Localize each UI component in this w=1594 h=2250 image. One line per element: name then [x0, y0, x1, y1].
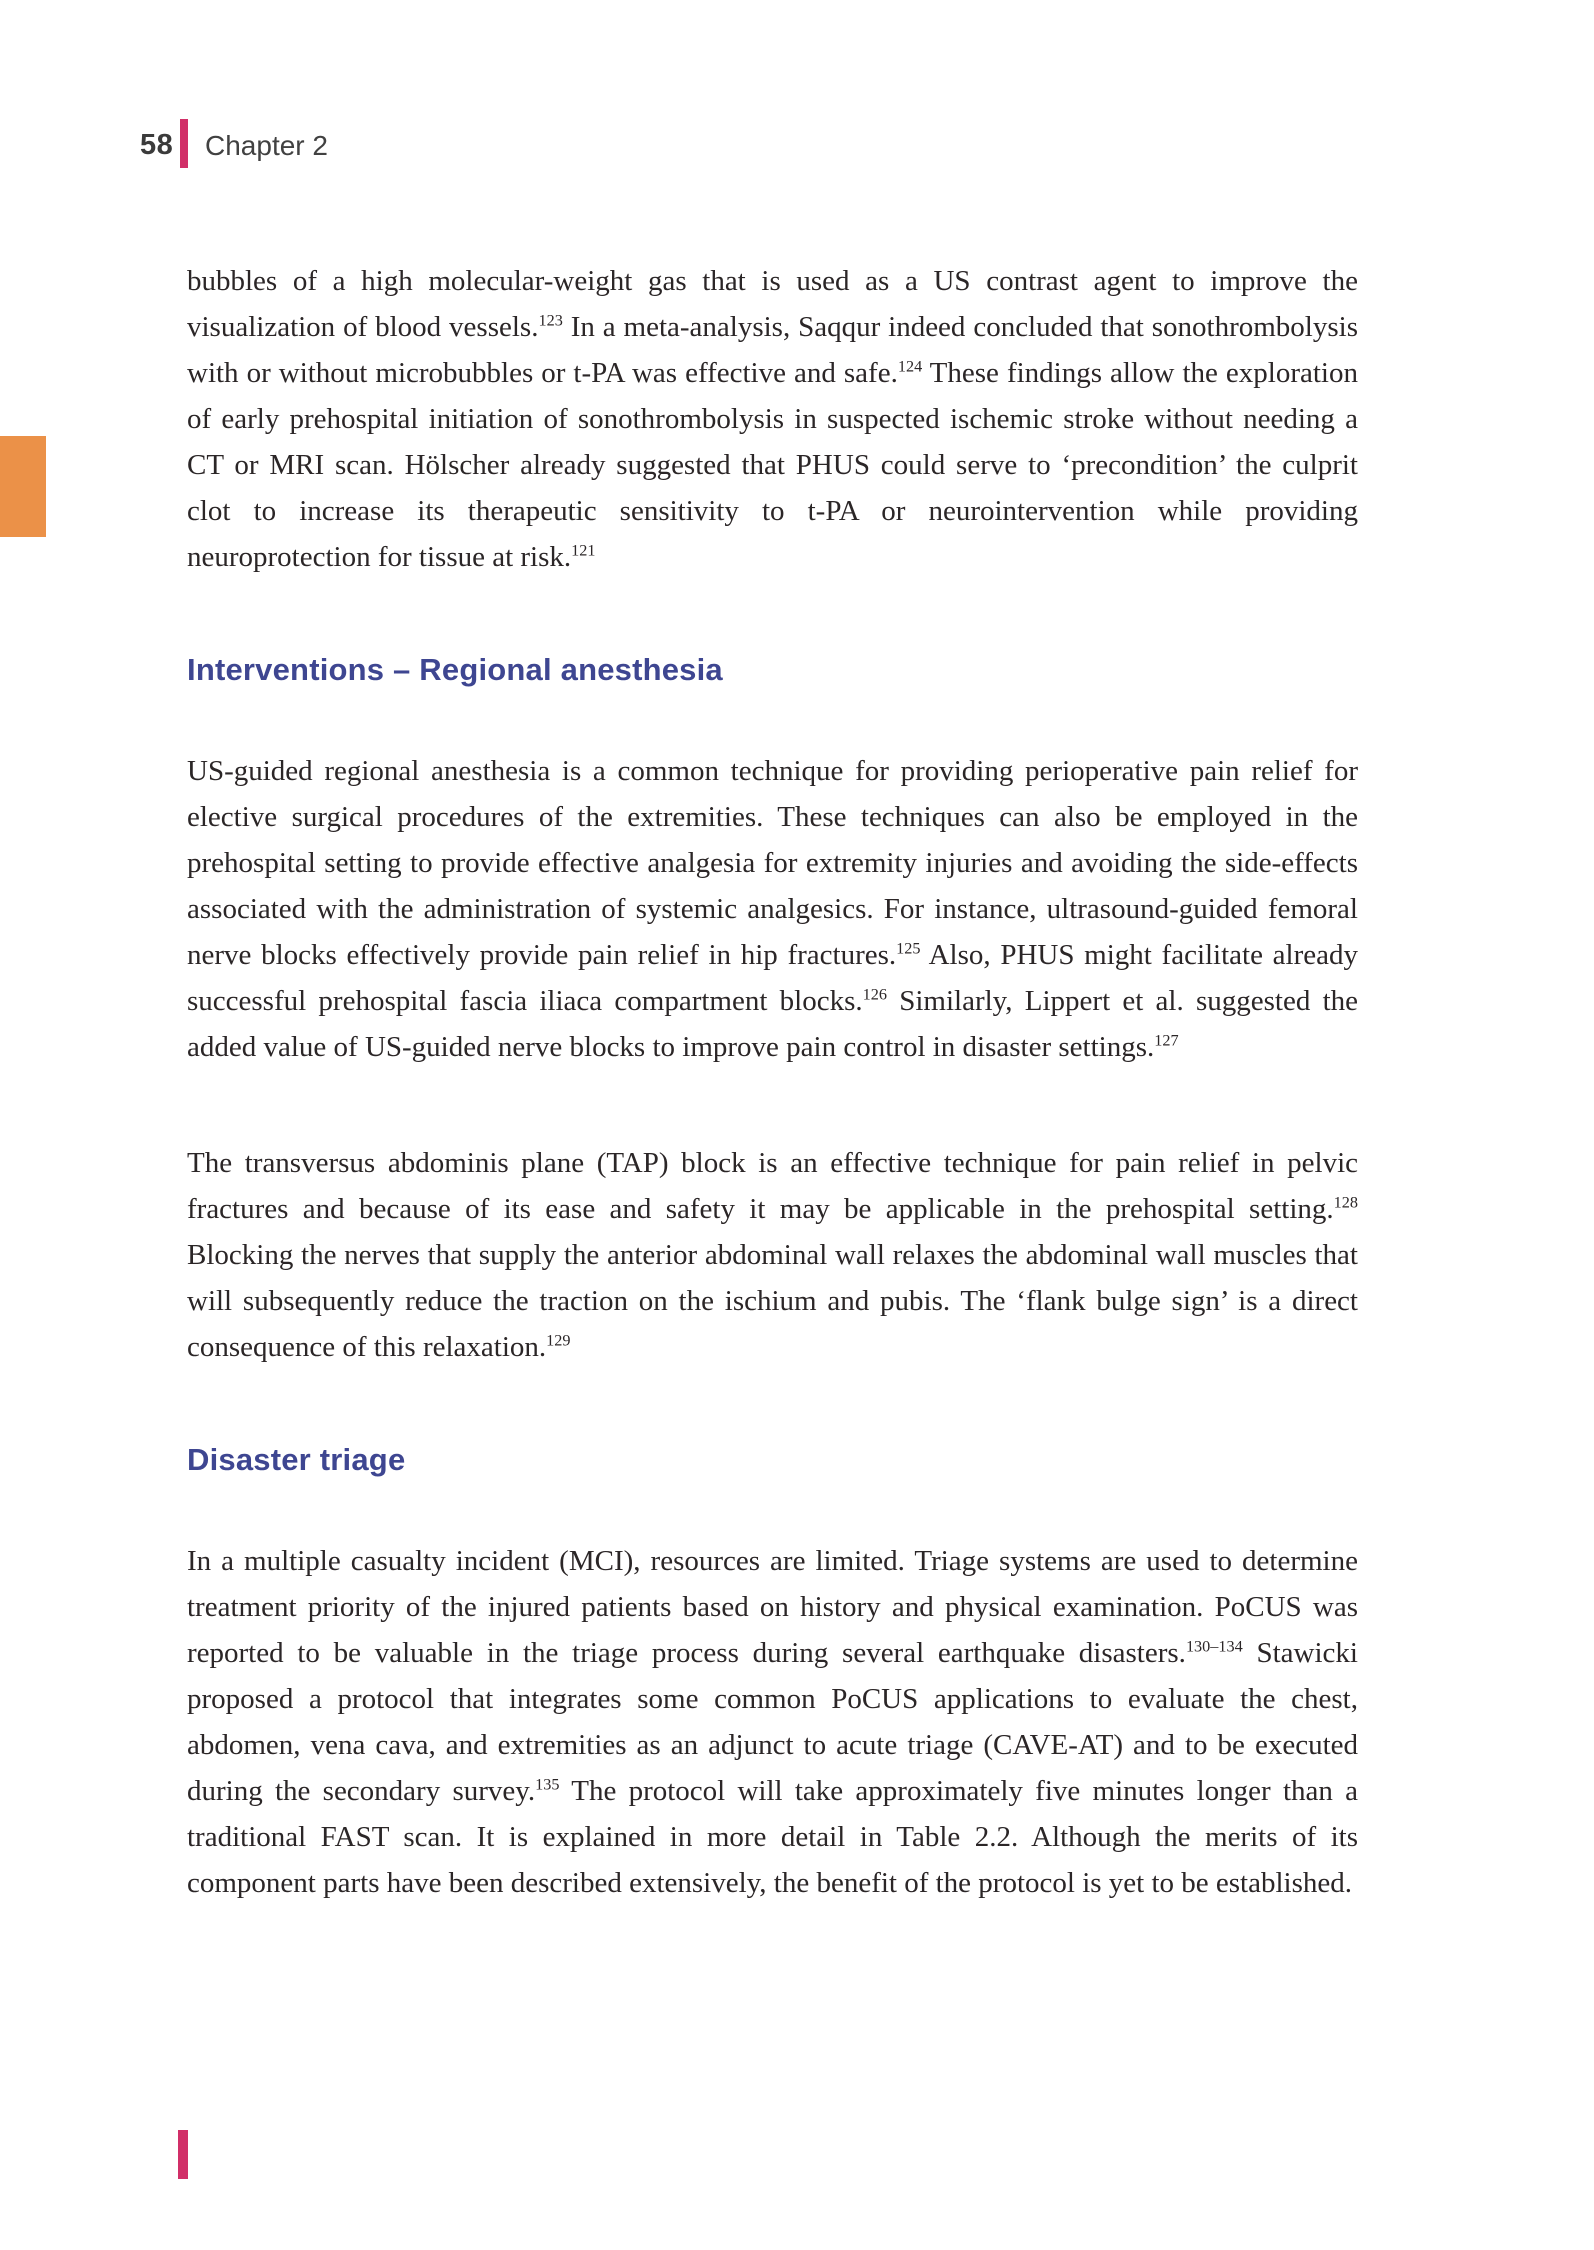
- reference-superscript: 129: [546, 1331, 571, 1350]
- text-column: [187, 0, 1358, 1976]
- reference-superscript: 128: [1333, 1193, 1358, 1212]
- reference-superscript: 127: [1154, 1031, 1179, 1050]
- body-paragraph-tap-block: The transversus abdominis plane (TAP) block is an effective technique for pain relief in pelvic fractures and because of its ease and safety it may be applicable in the prehospital setting.$^{128}$ Blocking the nerves that supply the anterior abdominal wall relaxes the abdominal wall muscles that will subsequently reduce the traction on the ischium and pubis. The ‘flank bulge sign’ is a direct consequence of this relaxation.$^{129}$: [187, 1147, 1358, 1363]
- section-heading-disaster-triage: Disaster triage: [187, 1442, 406, 1477]
- chapter-title: Chapter 2: [205, 130, 328, 161]
- body-paragraph-disaster-triage: In a multiple casualty incident (MCI), resources are limited. Triage systems are used to determine treatment priority of the injured patients based on history and physical examination. PoCUS was reported to be valuable in the triage process during several earthquake disasters.$^{130-134}$ Stawicki proposed a protocol that integrates some common PoCUS applications to evaluate the chest, abdomen, vena cava, and extremities as an adjunct to acute triage (CAVE-AT) and to be executed during the secondary survey.$^{135}$ The protocol will take approximately five minutes longer than a traditional FAST scan. It is explained in more detail in Table 2.2. Although the merits of its component parts have been described extensively, the benefit of the protocol is yet to be established.: [187, 1545, 1358, 1899]
- reference-superscript: 121: [571, 541, 596, 560]
- footer-accent-bar: [178, 2130, 188, 2179]
- reference-superscript: 130–134: [1185, 1637, 1243, 1656]
- section-edge-tab: [0, 436, 46, 537]
- reference-superscript: 135: [535, 1775, 560, 1794]
- body-paragraph-regional-anesthesia: US-guided regional anesthesia is a common technique for providing perioperative pain relief for elective surgical procedures of the extremities. These techniques can also be employed in the prehospital setting to provide effective analgesia for extremity injuries and avoiding the side-effects associated with the administration of systemic analgesics. For instance, ultrasound-guided femoral nerve blocks effectively provide pain relief in hip fractures.$^{125}$ Also, PHUS might facilitate already successful prehospital fascia iliaca compartment blocks.$^{126}$ Similarly, Lippert et al. suggested the added value of US-guided nerve blocks to improve pain control in disaster settings.$^{127}$: [187, 755, 1358, 1063]
- section-heading-interventions-regional-anesthesia: Interventions – Regional anesthesia: [187, 652, 723, 687]
- reference-superscript: 123: [538, 311, 563, 330]
- reference-superscript: 126: [862, 985, 887, 1004]
- body-paragraph-sonothrombolysis: bubbles of a high molecular-weight gas that is used as a US contrast agent to improve the visualization of blood vessels.$^{123}$ In a meta-analysis, Saqqur indeed concluded that sonothrombolysis with or without microbubbles or t-PA was effective and safe.$^{124}$ These findings allow the exploration of early prehospital initiation of sonothrombolysis in suspected ischemic stroke without needing a CT or MRI scan. Hölscher already suggested that PHUS could serve to ‘precondition’ the culprit clot to increase its therapeutic sensitivity to t-PA or neurointervention while providing neuroprotection for tissue at risk.$^{121}$: [187, 265, 1358, 573]
- page-number: 58: [140, 129, 174, 161]
- reference-superscript: 125: [896, 939, 921, 958]
- reference-superscript: 124: [897, 357, 923, 376]
